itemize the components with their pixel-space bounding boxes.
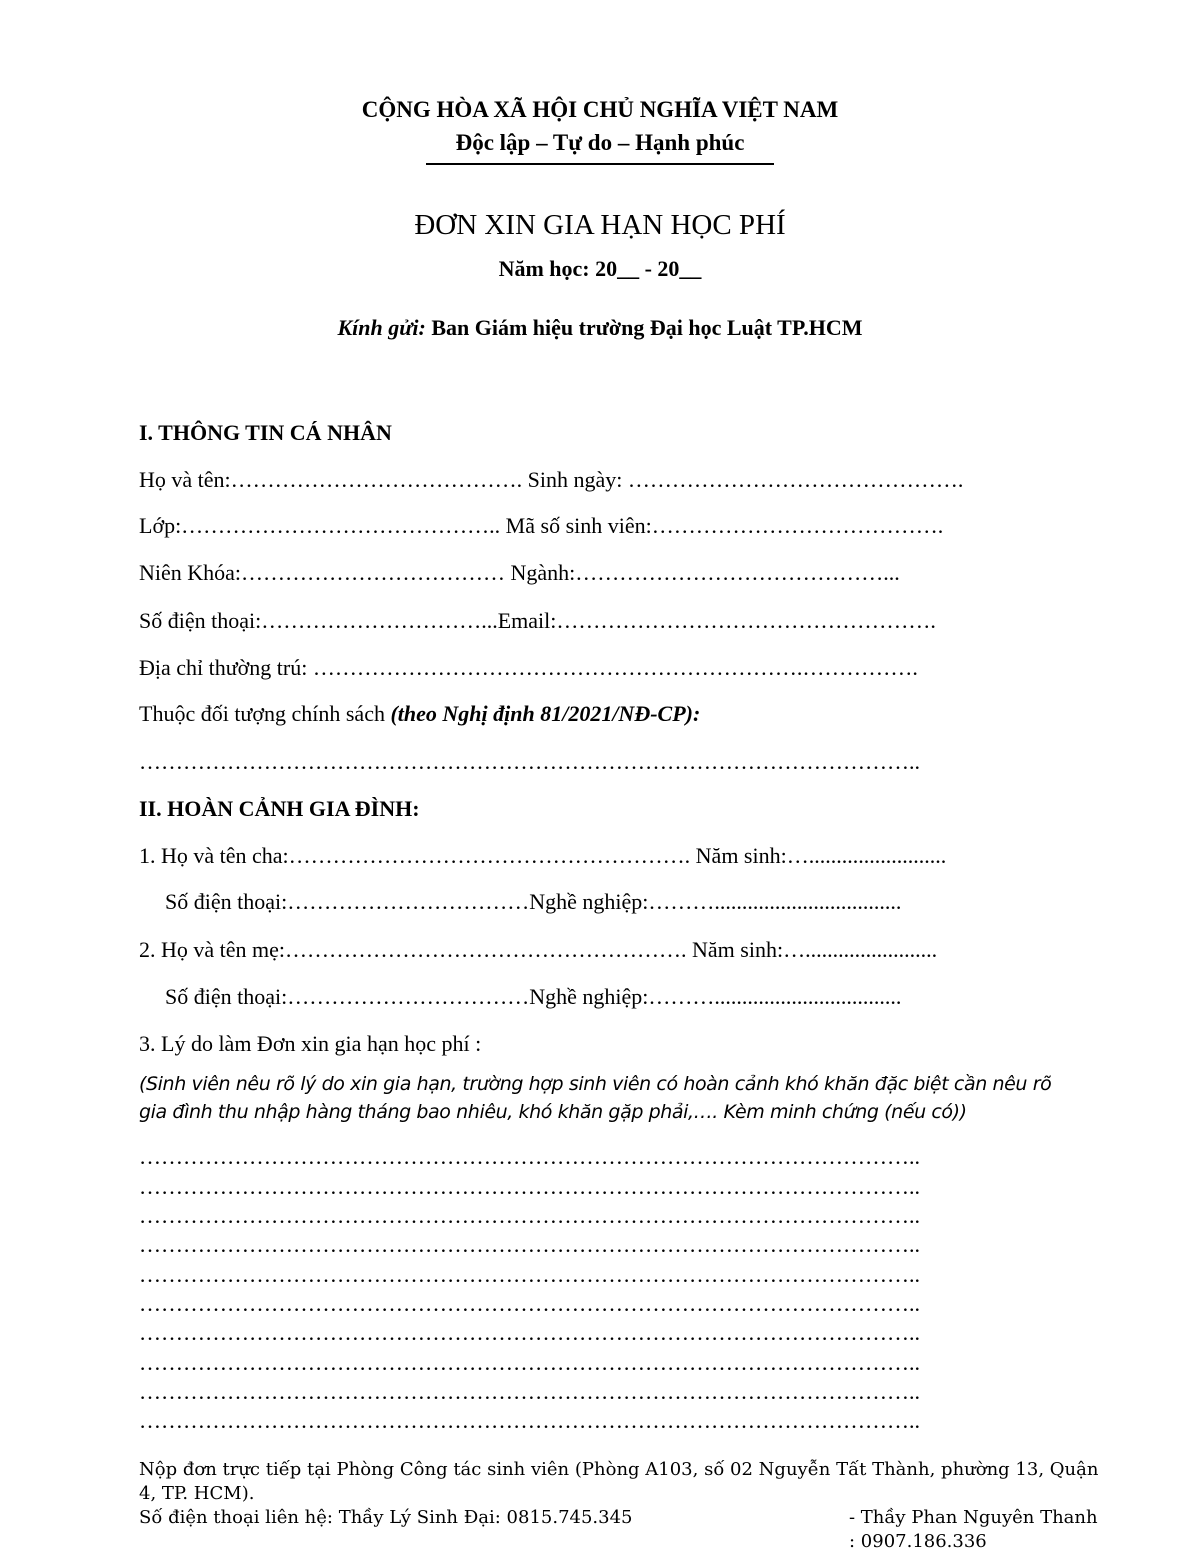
- addressee-line: [0, 317, 1200, 339]
- reason-dotted-line: ……………………………………………………………………………………………..: [139, 1322, 920, 1344]
- addressee-label: Kính gửi:: [337, 315, 426, 340]
- field-cohort-major: Niên Khóa:……………………………… Ngành:……………………………………...: [139, 560, 900, 585]
- section-family-heading: II. HOÀN CẢNH GIA ĐÌNH:: [139, 796, 420, 821]
- field-mother-phone-job: Số điện thoại:……………………………Nghề nghiệp:………..................................: [165, 984, 902, 1009]
- policy-label: Thuộc đối tượng chính sách: [139, 701, 391, 726]
- field-phone-email: Số điện thoại:…………………………...Email:…………………………………………….: [139, 608, 936, 633]
- national-motto: Độc lập – Tự do – Hạnh phúc: [455, 130, 745, 155]
- field-class-student-id: Lớp:…………………………………….. Mã số sinh viên:………………………………….: [139, 513, 944, 538]
- reason-instruction-line-1: (Sinh viên nêu rõ lý do xin gia hạn, trường hợp sinh viên có hoàn cảnh khó khăn đặc biệt cần nêu rõ: [139, 1073, 1052, 1095]
- field-father-phone-job: Số điện thoại:……………………………Nghề nghiệp:………..................................: [165, 889, 902, 914]
- reason-dotted-line: ……………………………………………………………………………………………..: [139, 1381, 920, 1403]
- contact-line: [139, 1506, 1099, 1552]
- reason-dotted-line: ……………………………………………………………………………………………..: [139, 1352, 920, 1374]
- field-father-name-birthyear: 1. Họ và tên cha:………………………………………………. Năm sinh:….........................: [139, 843, 947, 868]
- reason-dotted-line: ……………………………………………………………………………………………..: [139, 1146, 920, 1168]
- national-title: CỘNG HÒA XÃ HỘI CHỦ NGHĨA VIỆT NAM: [361, 97, 839, 122]
- submission-note: Nộp đơn trực tiếp tại Phòng Công tác sinh viên (Phòng A103, số 02 Nguyễn Tất Thành, phường 13, Quận 4, TP. HCM).: [139, 1459, 1099, 1504]
- section-personal-info-heading: I. THÔNG TIN CÁ NHÂN: [139, 420, 392, 445]
- contact-phone-1: Số điện thoại liên hệ: Thầy Lý Sinh Đại: 0815.745.345: [139, 1507, 633, 1528]
- addressee-name: Ban Giám hiệu trường Đại học Luật TP.HCM: [425, 315, 863, 340]
- field-name-dob: Họ và tên:…………………………………. Sinh ngày: ……………………………………….: [139, 467, 964, 492]
- reason-heading: 3. Lý do làm Đơn xin gia hạn học phí :: [139, 1031, 482, 1056]
- contact-phone-2: - Thầy Phan Nguyên Thanh : 0907.186.336: [849, 1507, 1098, 1552]
- field-mother-name-birthyear: 2. Họ và tên mẹ:………………………………………………. Năm sinh:…........................: [139, 937, 938, 962]
- reason-dotted-line: ……………………………………………………………………………………………..: [139, 1234, 920, 1256]
- policy-dotted-line: ……………………………………………………………………………………………..: [139, 749, 920, 774]
- form-title: ĐƠN XIN GIA HẠN HỌC PHÍ: [414, 209, 786, 241]
- field-policy-group: [139, 702, 1099, 726]
- school-year: Năm học: 20__ - 20__: [498, 256, 702, 281]
- reason-dotted-line: ……………………………………………………………………………………………..: [139, 1205, 920, 1227]
- reason-dotted-line: ……………………………………………………………………………………………..: [139, 1264, 920, 1286]
- motto-underline: [426, 163, 774, 165]
- reason-dotted-line: ……………………………………………………………………………………………..: [139, 1176, 920, 1198]
- field-permanent-address: Địa chỉ thường trú: ………………………………………………………….…………….: [139, 655, 918, 680]
- reason-instruction-line-2: gia đình thu nhập hàng tháng bao nhiêu, khó khăn gặp phải,…. Kèm minh chứng (nếu có)): [139, 1101, 967, 1123]
- reason-dotted-line: ……………………………………………………………………………………………..: [139, 1410, 920, 1432]
- reason-dotted-line: ……………………………………………………………………………………………..: [139, 1293, 920, 1315]
- policy-decree-note: (theo Nghị định 81/2021/NĐ-CP):: [390, 701, 701, 726]
